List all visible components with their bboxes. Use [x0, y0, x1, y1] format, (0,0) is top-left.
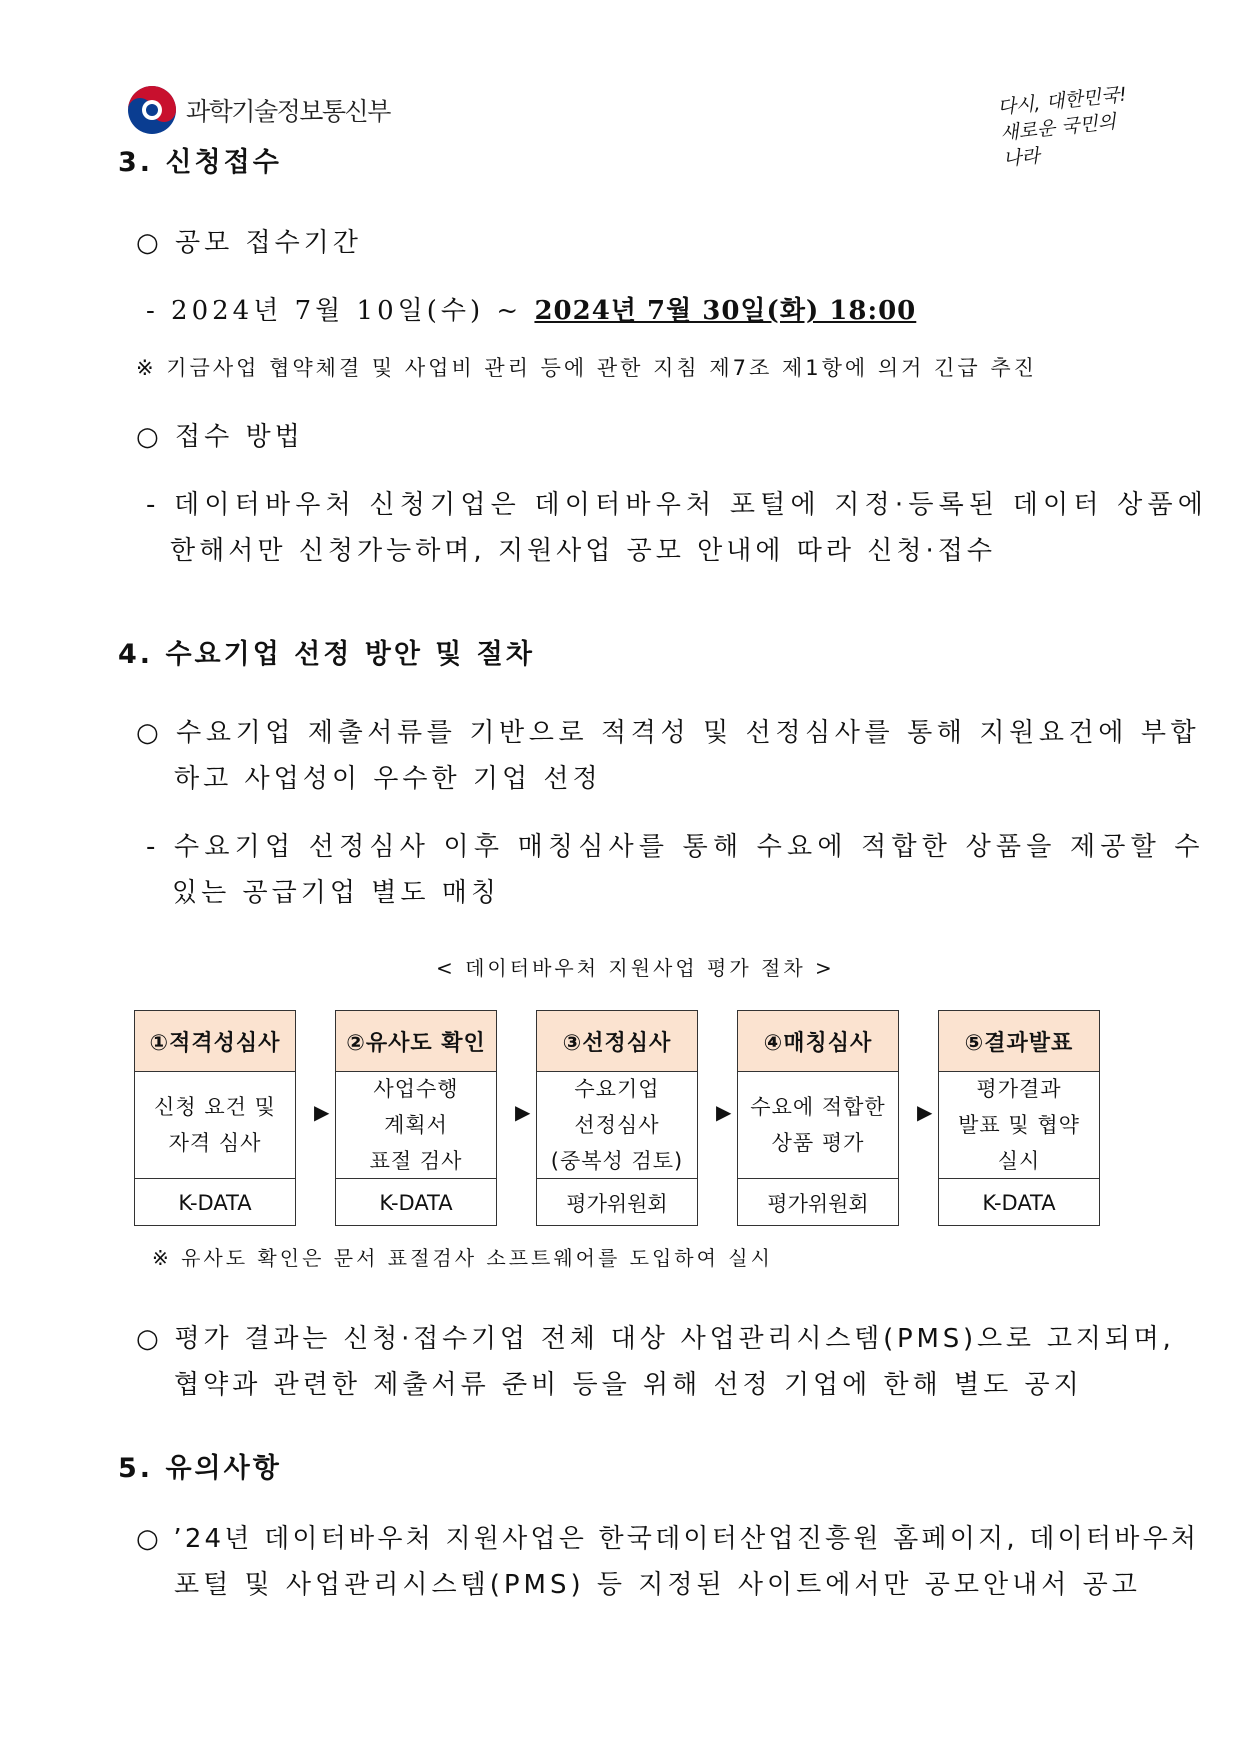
- step-1-line-1: 신청 요건 및: [154, 1095, 276, 1119]
- step-3-line-2: 선정심사: [574, 1113, 660, 1137]
- process-step-1: [134, 1010, 296, 1226]
- sec3-method-line-1: - 데이터바우처 신청기업은 데이터바우처 포털에 지정·등록된 데이터 상품에: [146, 490, 1209, 520]
- period-deadline: 2024년 7월 30일(화) 18:00: [534, 296, 917, 326]
- step-5-line-3: 실시: [997, 1149, 1041, 1173]
- step-5-line-1: 평가결과: [976, 1077, 1062, 1101]
- step-2-line-2: 계획서: [384, 1113, 448, 1137]
- step-4-body: [738, 1072, 898, 1179]
- sec3-note: ※ 기금사업 협약체결 및 사업비 관리 등에 관한 지침 제7조 제1항에 의거 긴급 추진: [136, 356, 1037, 380]
- section-5-title: 5. 유의사항: [118, 1453, 282, 1484]
- step-4-owner: 평가위원회: [767, 1191, 869, 1216]
- step-1-title: ①적격성심사: [135, 1011, 295, 1072]
- section-3-title: 3. 신청접수: [118, 147, 282, 178]
- flow-arrow-2: ▶: [515, 1100, 531, 1124]
- sec4-bullet-1-line-2: 하고 사업성이 우수한 기업 선정: [174, 764, 602, 794]
- step-5-line-2: 발표 및 협약: [958, 1113, 1080, 1137]
- step-5-title: ⑤결과발표: [939, 1011, 1099, 1072]
- government-emblem-icon: [126, 84, 178, 136]
- sec4-bullet-1-line-1: ○ 수요기업 제출서류를 기반으로 적격성 및 선정심사를 통해 지원요건에 부합: [136, 718, 1201, 748]
- slogan-signature: [996, 81, 1133, 172]
- step-2-line-1: 사업수행: [373, 1077, 459, 1101]
- sec3-bullet-method: ○ 접수 방법: [136, 422, 304, 452]
- process-step-3: [536, 1010, 698, 1226]
- diagram-caption: < 데이터바우처 지원사업 평가 절차 >: [436, 956, 835, 980]
- step-2-body: [336, 1072, 496, 1179]
- step-5-body: [939, 1072, 1099, 1179]
- step-1-body: [135, 1072, 295, 1179]
- sec3-period-line: [146, 290, 916, 327]
- slogan-line-2: 새로운 국민의 나라: [999, 110, 1118, 171]
- step-3-owner: 평가위원회: [566, 1191, 668, 1216]
- ministry-name: 과학기술정보통신부: [186, 97, 390, 126]
- process-step-2: [335, 1010, 497, 1226]
- diagram-note: ※ 유사도 확인은 문서 표절검사 소프트웨어를 도입하여 실시: [152, 1246, 773, 1270]
- slogan-line-1: 다시, 대한민국!: [996, 83, 1128, 119]
- section-4-title: 4. 수요기업 선정 방안 및 절차: [118, 639, 535, 670]
- sec4-dash-1-line-2: 있는 공급기업 별도 매칭: [172, 878, 500, 908]
- step-1-owner: K-DATA: [178, 1190, 252, 1215]
- flow-arrow-4: ▶: [917, 1100, 933, 1124]
- step-3-title: ③선정심사: [537, 1011, 697, 1072]
- flow-arrow-3: ▶: [716, 1100, 732, 1124]
- sec5-bullet-1-line-2: 포털 및 사업관리시스템(PMS) 등 지정된 사이트에서만 공모안내서 공고: [174, 1570, 1141, 1600]
- step-4-line-1: 수요에 적합한: [750, 1095, 886, 1119]
- process-step-5: [938, 1010, 1100, 1226]
- sec5-bullet-1-line-1: ○ ’24년 데이터바우처 지원사업은 한국데이터산업진흥원 홈페이지, 데이터바우처: [136, 1524, 1200, 1554]
- step-5-owner: K-DATA: [982, 1190, 1056, 1215]
- sec4-bullet-2-line-1: ○ 평가 결과는 신청·접수기업 전체 대상 사업관리시스템(PMS)으로 고지되며,: [136, 1324, 1175, 1354]
- step-3-line-1: 수요기업: [574, 1077, 660, 1101]
- flow-arrow-1: ▶: [314, 1100, 330, 1124]
- period-plain: - 2024년 7월 10일(수) ~: [146, 296, 535, 326]
- step-3-body: [537, 1072, 697, 1179]
- step-3-line-3: (중복성 검토): [550, 1149, 684, 1173]
- step-2-owner: K-DATA: [379, 1190, 453, 1215]
- step-4-line-2: 상품 평가: [771, 1131, 865, 1155]
- step-2-title: ②유사도 확인: [336, 1011, 496, 1072]
- process-step-4: [737, 1010, 899, 1226]
- step-4-title: ④매칭심사: [738, 1011, 898, 1072]
- step-2-line-3: 표절 검사: [369, 1149, 463, 1173]
- step-1-line-2: 자격 심사: [168, 1131, 262, 1155]
- sec3-bullet-period: ○ 공모 접수기간: [136, 228, 362, 258]
- sec4-bullet-2-line-2: 협약과 관련한 제출서류 준비 등을 위해 선정 기업에 한해 별도 공지: [174, 1370, 1083, 1400]
- sec3-method-line-2: 한해서만 신청가능하며, 지원사업 공모 안내에 따라 신청·접수: [170, 536, 997, 566]
- sec4-dash-1-line-1: - 수요기업 선정심사 이후 매칭심사를 통해 수요에 적합한 상품을 제공할 수: [146, 832, 1205, 862]
